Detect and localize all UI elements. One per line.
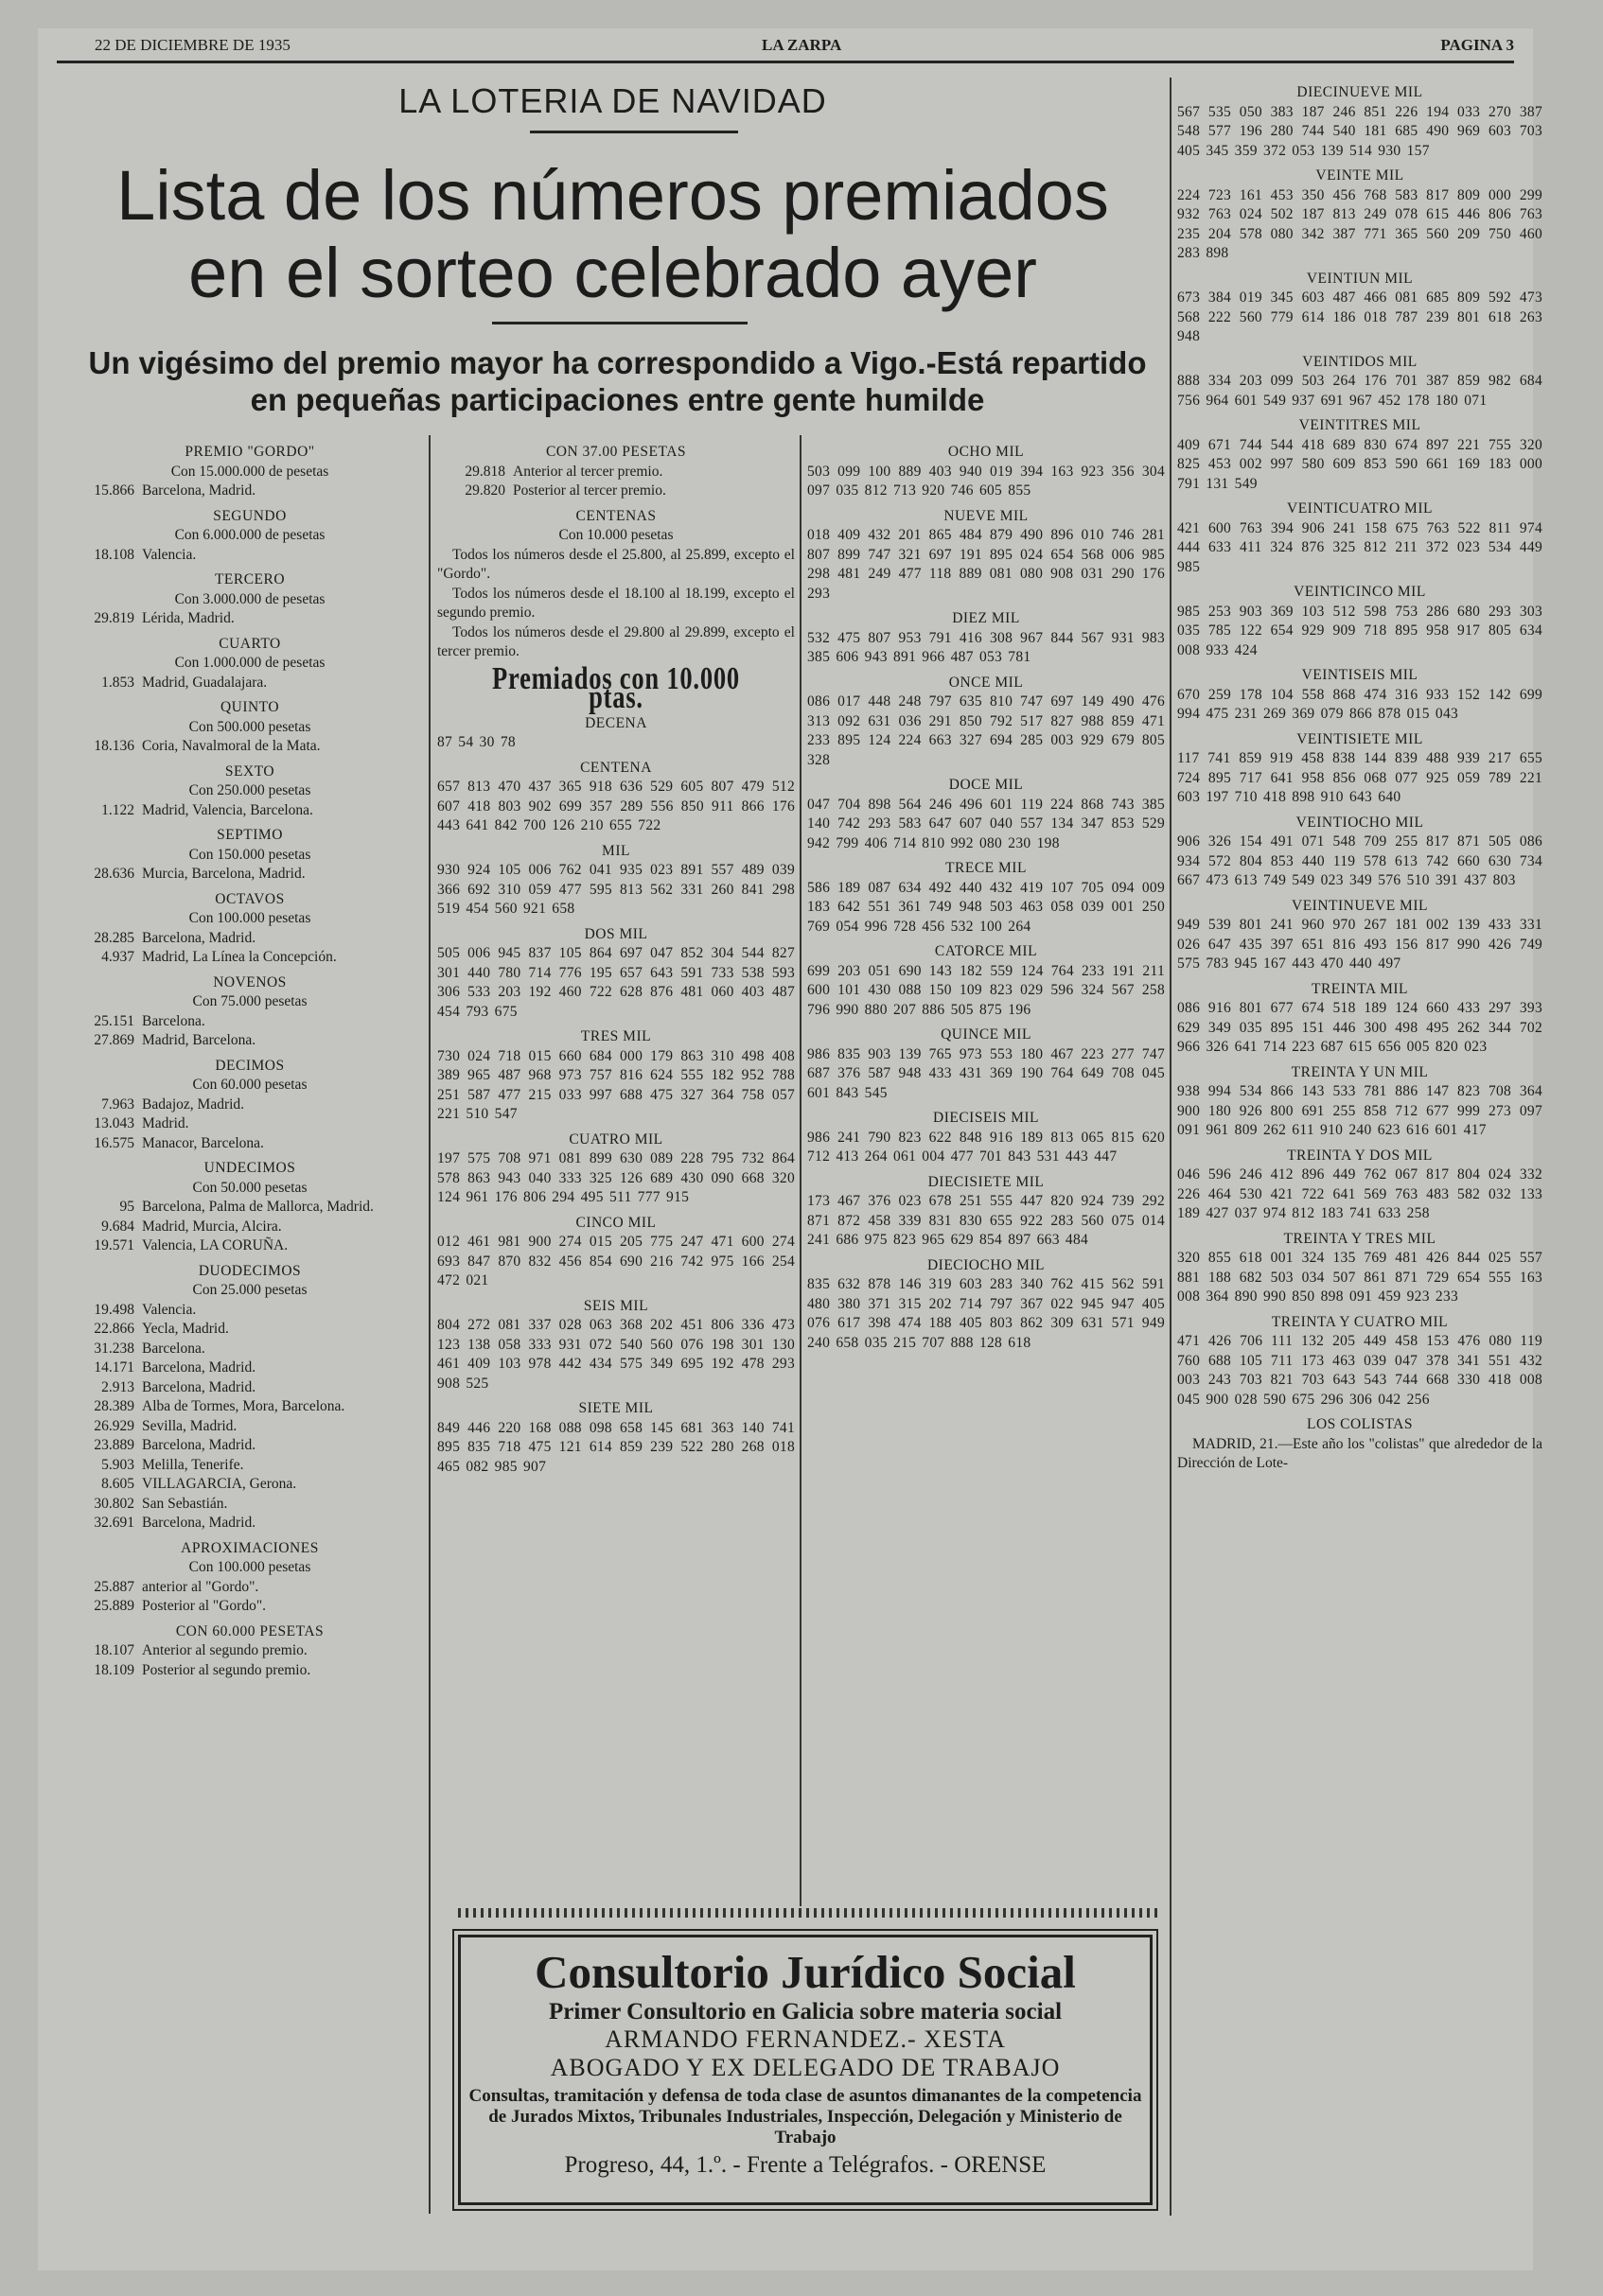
section-heading: CON 60.000 PESETAS [175,1622,325,1639]
prize-locations: Lérida, Madrid. [142,610,235,626]
prize-row [66,1095,433,1115]
number-list: 986 241 790 823 622 848 916 189 813 065 815 620 712 413 264 061 004 477 701 843 531 443 447 [807,1129,1165,1165]
section-heading: CON 37.00 PESETAS [545,444,687,460]
prize-amount: Con 10.000 pesetas [558,527,674,543]
prize-row [66,546,433,566]
number-list: 503 099 100 889 403 940 019 394 163 923 356 304 097 035 812 713 920 746 605 855 [807,463,1165,499]
prize-locations: Valencia, LA CORUÑA. [142,1237,289,1253]
prize-number: 28.285 [94,929,134,946]
prize-number: 25.887 [94,1578,134,1595]
article-kicker: LA LOTERIA DE NAVIDAD [398,81,827,120]
section-heading: VEINTICUATRO MIL [1287,500,1433,517]
headline-rule [492,322,748,324]
prize-number: 29.818 [465,463,505,480]
prize-amount: Con 25.000 pesetas [192,1282,308,1298]
prize-locations: Madrid. [142,1115,189,1131]
prize-row [66,1012,433,1032]
prize-amount: Con 75.000 pesetas [192,993,308,1009]
number-list: 012 461 981 900 274 015 205 775 247 471 600 274 693 847 870 832 456 854 690 216 742 975 166 254 472 021 [437,1234,795,1288]
section-heading: CINCO MIL [575,1214,657,1231]
number-list: 673 384 019 345 603 487 466 081 685 809 592 473 568 222 560 779 614 186 018 787 239 801 618 263 948 [1177,289,1542,344]
prize-locations: Murcia, Barcelona, Madrid. [142,866,306,882]
prize-row [66,1358,433,1378]
subheading: Premiados con 10.000 ptas. [492,660,740,715]
number-list: 586 189 087 634 492 440 432 419 107 705 094 009 183 642 551 361 749 948 503 463 058 039 001 250 769 054 996 728 456 532 100 264 [807,879,1165,935]
prize-row [66,1378,433,1398]
prize-locations: Madrid, La Línea la Concepción. [142,949,337,965]
section-heading: DECENA [585,714,647,731]
number-list: 567 535 050 383 187 246 851 226 194 033 270 387 548 577 196 280 744 540 181 685 490 969 603 703 405 345 359 372 053 139 514 930 157 [1177,103,1542,159]
prize-row [66,948,433,968]
prize-row [66,1475,433,1495]
number-list: 086 916 801 677 674 518 189 124 660 433 297 393 629 349 035 895 151 446 300 498 495 262 344 702 966 326 641 714 223 687 615 656 005 820 023 [1177,1000,1542,1055]
prize-number: 95 [119,1199,134,1215]
column-major-prizes [66,437,433,1680]
prize-locations: Melilla, Tenerife. [142,1456,244,1473]
body-text: Todos los números desde el 18.100 al 18.199, excepto el segundo premio. [437,585,795,621]
section-heading: TREINTA Y UN MIL [1291,1063,1429,1080]
number-list: 906 326 154 491 071 548 709 255 817 871 505 086 934 572 804 853 440 119 578 613 742 660 630 734 667 473 613 749 549 023 349 576 510 391 437 803 [1177,833,1542,888]
number-list: 804 272 081 337 028 063 368 202 451 806 336 473 123 138 058 333 931 072 540 560 076 198 301 130 461 409 103 978 442 434 575 349 695 192 478 293 908 525 [437,1317,795,1392]
number-list: 888 334 203 099 503 264 176 701 387 859 982 684 756 964 601 549 937 691 967 452 178 180 071 [1177,373,1542,409]
prize-amount: Con 1.000.000 de pesetas [174,655,326,671]
ad-line-1: Primer Consultorio en Galicia sobre materia social [548,1999,1063,2024]
section-heading: DOCE MIL [948,777,1024,793]
prize-locations: Madrid, Guadalajara. [142,674,268,691]
section-heading: QUINTO [220,699,280,715]
prize-row [66,482,433,501]
section-heading: DIECIOCHO MIL [926,1256,1046,1273]
prize-number: 23.889 [94,1437,134,1453]
number-list: 086 017 448 248 797 635 810 747 697 149 490 476 313 092 631 036 291 850 792 517 827 988 859 471 233 895 124 224 663 327 694 285 003 929 679 805 328 [807,693,1165,768]
deck-line-2: en pequeñas participaciones entre gente humilde [250,382,985,417]
prize-locations: Sevilla, Madrid. [142,1417,238,1434]
prize-row [66,1114,433,1134]
prize-row [66,1641,433,1661]
section-heading: NOVENOS [213,973,287,990]
prize-number: 9.684 [101,1218,134,1235]
number-list: 657 813 470 437 365 918 636 529 605 807 479 512 607 418 803 902 699 357 289 556 850 911 866 176 443 641 842 700 126 210 655 722 [437,779,795,833]
number-list: 730 024 718 015 660 684 000 179 863 310 498 408 389 965 487 968 973 757 816 624 555 182 952 788 251 587 477 215 033 997 688 475 327 364 758 057 221 510 547 [437,1047,795,1122]
number-list: 018 409 432 201 865 484 879 490 896 010 746 281 807 899 747 321 697 191 895 024 654 568 006 985 298 481 249 477 118 889 081 080 908 031 290 176 293 [807,527,1165,602]
prize-row [66,1320,433,1340]
prize-locations: Posterior al segundo premio. [142,1661,311,1678]
ad-separator [458,1908,1158,1918]
column-numbers-2 [437,437,795,1477]
prize-locations: anterior al "Gordo". [142,1578,259,1595]
prize-number: 25.889 [94,1598,134,1614]
prize-locations: VILLAGARCIA, Gerona. [142,1476,297,1492]
prize-locations: Valencia. [142,1301,197,1318]
section-heading: CENTENA [580,759,652,776]
number-list: 197 575 708 971 081 899 630 089 228 795 732 864 578 863 943 040 333 325 126 689 430 090 668 320 124 961 176 806 294 495 511 777 915 [437,1150,795,1205]
kicker-rule [530,131,738,133]
section-heading: CATORCE MIL [934,943,1038,959]
number-list: 938 994 534 866 143 533 781 886 147 823 708 364 900 180 926 800 691 255 858 712 677 999 273 097 091 961 809 262 611 910 240 623 616 601 417 [1177,1083,1542,1138]
prize-row [66,1597,433,1617]
prize-row [66,1578,433,1598]
prize-row [66,929,433,949]
prize-number: 31.238 [94,1340,134,1357]
prize-number: 18.109 [94,1661,134,1678]
section-heading: DIECISIETE MIL [927,1173,1045,1190]
prize-locations: Madrid, Barcelona. [142,1032,256,1048]
prize-locations: Barcelona, Madrid. [142,1359,256,1376]
section-heading: TREINTA Y TRES MIL [1283,1230,1436,1247]
section-heading: DECIMOS [215,1057,285,1074]
section-heading: DUODECIMOS [198,1262,302,1279]
section-heading: VEINTISEIS MIL [1301,667,1418,683]
prize-amount: Con 6.000.000 de pesetas [174,527,326,543]
prize-row [66,737,433,757]
prize-locations: Barcelona. [142,1012,205,1029]
section-heading: SEGUNDO [213,507,287,524]
number-list: 421 600 763 394 906 241 158 675 763 522 811 974 444 633 411 324 876 325 812 211 372 023 534 449 985 [1177,519,1542,575]
prize-locations: Barcelona, Madrid. [142,929,256,946]
prize-row [66,1134,433,1154]
number-list: 471 426 706 111 132 205 449 458 153 476 080 119 760 688 105 711 173 463 039 047 378 341 551 432 003 243 703 821 703 643 543 744 668 330 418 008 045 900 028 590 675 296 306 042 256 [1177,1333,1542,1408]
number-list: 320 855 618 001 324 135 769 481 426 844 025 557 881 188 682 503 034 507 861 871 729 654 555 163 008 364 890 990 850 898 091 459 923 233 [1177,1250,1542,1305]
prize-row [66,609,433,629]
advertisement [458,1935,1153,2205]
section-heading: TRECE MIL [945,860,1027,876]
prize-locations: Barcelona, Madrid. [142,1515,256,1531]
prize-amount: Con 50.000 pesetas [192,1179,308,1196]
prize-row [66,1340,433,1359]
number-list: 173 467 376 023 678 251 555 447 820 924 739 292 871 872 458 339 831 830 655 922 283 560 075 014 241 686 975 823 965 629 854 897 663 484 [807,1193,1165,1248]
number-list: 699 203 051 690 143 182 559 124 764 233 191 211 600 101 430 088 150 109 823 029 596 324 567 258 796 990 880 207 886 505 875 196 [807,962,1165,1018]
number-list: 117 741 859 919 458 838 144 839 488 939 217 655 724 895 717 641 958 856 068 077 925 059 789 221 603 197 710 418 898 910 643 640 [1177,750,1542,805]
prize-number: 1.122 [101,801,134,818]
section-heading: DOS MIL [584,925,648,942]
prize-number: 18.136 [94,738,134,754]
prize-locations: Anterior al tercer premio. [513,463,663,480]
column-rule-2 [800,435,802,1906]
prize-row [66,865,433,885]
prize-locations: Barcelona. [142,1340,205,1357]
prize-number: 32.691 [94,1515,134,1531]
prize-amount: Con 100.000 pesetas [188,910,311,926]
number-list: 046 596 246 412 896 449 762 067 817 804 024 332 226 464 530 421 722 641 569 763 483 582 032 133 189 427 037 974 812 183 741 633 258 [1177,1166,1542,1221]
body-text: Todos los números desde el 25.800, al 25.899, excepto el "Gordo". [437,546,795,582]
section-heading: SIETE MIL [578,1400,654,1416]
prize-number: 14.171 [94,1359,134,1376]
section-heading: SEIS MIL [583,1297,649,1314]
prize-row [66,1397,433,1417]
section-heading: DIECISEIS MIL [933,1110,1039,1126]
ad-line-4: Consultas, tramitación y defensa de toda clase de asuntos dimanantes de la competencia de Jurados Mixtos, Tribunales Industriales, Inspección, Delegación y Ministerio de Trabajo [468,2086,1142,2147]
number-list: 409 671 744 544 418 689 830 674 897 221 755 320 825 453 002 997 580 609 853 590 661 169 183 000 791 131 549 [1177,436,1542,492]
prize-amount: Con 60.000 pesetas [192,1077,308,1093]
section-heading: OCHO MIL [947,444,1025,460]
prize-amount: Con 500.000 pesetas [188,718,311,735]
prize-number: 26.929 [94,1417,134,1434]
prize-row [437,463,795,482]
prize-locations: Yecla, Madrid. [142,1321,229,1337]
section-heading: DIECINUEVE MIL [1296,84,1423,100]
prize-amount: Con 150.000 pesetas [188,846,311,863]
prize-number: 25.151 [94,1012,134,1029]
prize-amount: Con 3.000.000 de pesetas [174,590,326,607]
prize-row [66,1661,433,1681]
prize-number: 15.866 [94,482,134,499]
section-heading: OCTAVOS [215,890,285,907]
prize-locations: Posterior al tercer premio. [513,482,666,499]
ad-line-3: ABOGADO Y EX DELEGADO DE TRABAJO [550,2054,1061,2081]
prize-row [66,1301,433,1321]
prize-row [66,674,433,693]
prize-amount: Con 100.000 pesetas [188,1559,311,1575]
section-heading: LOS COLISTAS [1307,1416,1413,1432]
body-text: MADRID, 21.—Este año los "colistas" que alrededor de la Dirección de Lote- [1177,1435,1542,1471]
section-heading: VEINTIUN MIL [1306,270,1414,287]
prize-number: 22.866 [94,1321,134,1337]
body-text: Todos los números desde el 29.800 al 29.899, excepto el tercer premio. [437,623,795,659]
section-heading: QUINCE MIL [941,1026,1031,1043]
section-heading: VEINTIOCHO MIL [1295,814,1424,831]
prize-locations: Madrid, Murcia, Alcira. [142,1218,282,1235]
column-rule-3 [1170,78,1171,2216]
prize-locations: San Sebastián. [142,1495,228,1512]
section-heading: TREINTA MIL [1312,980,1408,997]
prize-row [66,1495,433,1515]
section-heading: VEINTE MIL [1315,167,1404,184]
number-list: 87 54 30 78 [437,734,516,750]
prize-locations: Barcelona, Madrid. [142,1437,256,1453]
prize-row [66,1436,433,1456]
number-list: 949 539 801 241 960 970 267 181 002 139 433 331 026 647 435 397 651 816 493 156 817 990 426 749 575 783 945 167 443 470 440 497 [1177,917,1542,972]
number-list: 985 253 903 369 103 512 598 753 286 680 293 303 035 785 122 654 929 909 718 895 958 917 805 634 008 933 424 [1177,603,1542,658]
prize-row [66,1417,433,1437]
page-number: PAGINA 3 [1440,36,1514,54]
prize-locations: Madrid, Valencia, Barcelona. [142,801,313,818]
prize-locations: Posterior al "Gordo". [142,1598,267,1614]
section-heading: CUATRO MIL [569,1130,663,1148]
prize-amount: Con 250.000 pesetas [188,782,311,798]
section-heading: UNDECIMOS [203,1160,296,1176]
section-heading: TERCERO [214,571,286,587]
issue-date: 22 DE DICIEMBRE DE 1935 [95,36,291,54]
prize-locations: Barcelona, Madrid. [142,1378,256,1395]
prize-row [66,1456,433,1476]
section-heading: VEINTISIETE MIL [1296,730,1423,747]
newspaper-name: LA ZARPA [762,36,842,54]
section-heading: APROXIMACIONES [181,1539,319,1556]
prize-number: 1.853 [101,674,134,691]
section-heading: VEINTINUEVE MIL [1292,897,1428,914]
section-heading: NUEVE MIL [943,507,1029,524]
prize-locations: Barcelona, Palma de Mallorca, Madrid. [142,1199,374,1215]
prize-number: 7.963 [101,1095,134,1113]
section-heading: DIEZ MIL [952,610,1020,626]
number-list: 047 704 898 564 246 496 601 119 224 868 743 385 140 742 293 583 647 607 040 557 134 347 853 529 942 799 406 714 810 992 080 230 198 [807,796,1165,851]
number-list: 532 475 807 953 791 416 308 967 844 567 931 983 385 606 943 891 966 487 053 781 [807,629,1165,665]
masthead [57,32,1514,63]
ad-line-5: Progreso, 44, 1.º. - Frente a Telégrafos. - ORENSE [564,2152,1047,2178]
prize-number: 13.043 [94,1115,134,1131]
prize-number: 29.819 [94,610,134,626]
number-list: 224 723 161 453 350 456 768 583 817 809 000 299 932 763 024 502 187 813 249 078 615 446 806 763 235 204 578 080 342 387 771 365 560 209 750 460 283 898 [1177,186,1542,261]
prize-locations: Anterior al segundo premio. [142,1642,308,1658]
section-heading: TREINTA Y DOS MIL [1287,1147,1433,1164]
column-numbers-3 [807,437,1165,1353]
prize-locations: Valencia. [142,546,197,563]
prize-number: 4.937 [101,949,134,965]
prize-row [66,1236,433,1256]
prize-number: 2.913 [101,1378,134,1395]
prize-row [66,1198,433,1218]
prize-number: 5.903 [101,1456,134,1473]
prize-row [66,1031,433,1051]
number-list: 505 006 945 837 105 864 697 047 852 304 544 827 301 440 780 714 776 195 657 643 591 733 538 593 306 533 203 192 460 722 628 876 481 060 403 487 454 793 675 [437,945,795,1020]
prize-number: 19.498 [94,1301,134,1318]
prize-locations: Badajoz, Madrid. [142,1095,245,1113]
prize-number: 28.636 [94,866,134,882]
section-heading: PREMIO "GORDO" [185,444,315,460]
prize-row [66,801,433,821]
section-heading: VEINTITRES MIL [1298,417,1421,433]
prize-number: 29.820 [465,482,505,499]
prize-locations: Manacor, Barcelona. [142,1134,264,1151]
section-heading: MIL [602,842,630,859]
section-heading: VEINTICINCO MIL [1294,584,1426,600]
prize-number: 19.571 [94,1237,134,1253]
ad-title: Consultorio Jurídico Social [535,1946,1076,1998]
prize-number: 30.802 [94,1495,134,1512]
prize-locations: Alba de Tormes, Mora, Barcelona. [142,1398,345,1414]
section-heading: TRES MIL [580,1028,652,1044]
section-heading: ONCE MIL [948,674,1024,691]
number-list: 930 924 105 006 762 041 935 023 891 557 489 039 366 692 310 059 477 595 813 562 331 260 841 298 519 454 560 921 658 [437,862,795,917]
column-numbers-4 [1177,78,1542,1474]
prize-row [66,1218,433,1237]
section-heading: CUARTO [219,635,281,652]
headline-line-1: Lista de los números premiados [116,156,1109,235]
number-list: 986 835 903 139 765 973 553 180 467 223 277 747 687 376 587 948 433 431 369 190 764 649 708 045 601 843 545 [807,1045,1165,1101]
section-heading: VEINTIDOS MIL [1302,353,1418,370]
headline-line-2: en el sorteo celebrado ayer [188,234,1037,312]
prize-number: 8.605 [101,1476,134,1492]
prize-row [437,482,795,501]
number-list: 835 632 878 146 319 603 283 340 762 415 562 591 480 380 371 315 202 714 797 367 022 945 947 405 076 617 398 474 188 405 803 862 309 631 571 949 240 658 035 215 707 888 128 618 [807,1276,1165,1351]
number-list: 849 446 220 168 088 098 658 145 681 363 140 741 895 835 718 475 121 614 859 239 522 280 268 018 465 082 985 907 [437,1419,795,1475]
prize-number: 16.575 [94,1134,134,1151]
prize-number: 28.389 [94,1398,134,1414]
prize-number: 18.107 [94,1642,134,1658]
number-list: 670 259 178 104 558 868 474 316 933 152 142 699 994 475 231 269 369 079 866 878 015 043 [1177,686,1542,722]
section-heading: SEPTIMO [217,827,283,843]
prize-row [66,1514,433,1534]
prize-locations: Coria, Navalmoral de la Mata. [142,738,321,754]
section-heading: TREINTA Y CUATRO MIL [1271,1313,1449,1330]
ad-line-2: ARMANDO FERNANDEZ.- XESTA [605,2025,1006,2053]
deck-line-1: Un vigésimo del premio mayor ha correspondido a Vigo.-Está repartido [88,345,1147,380]
prize-locations: Barcelona, Madrid. [142,482,256,499]
prize-number: 18.108 [94,546,134,563]
prize-number: 27.869 [94,1032,134,1048]
section-heading: CENTENAS [575,507,657,524]
section-heading: SEXTO [224,762,275,780]
prize-amount: Con 15.000.000 de pesetas [170,463,329,480]
